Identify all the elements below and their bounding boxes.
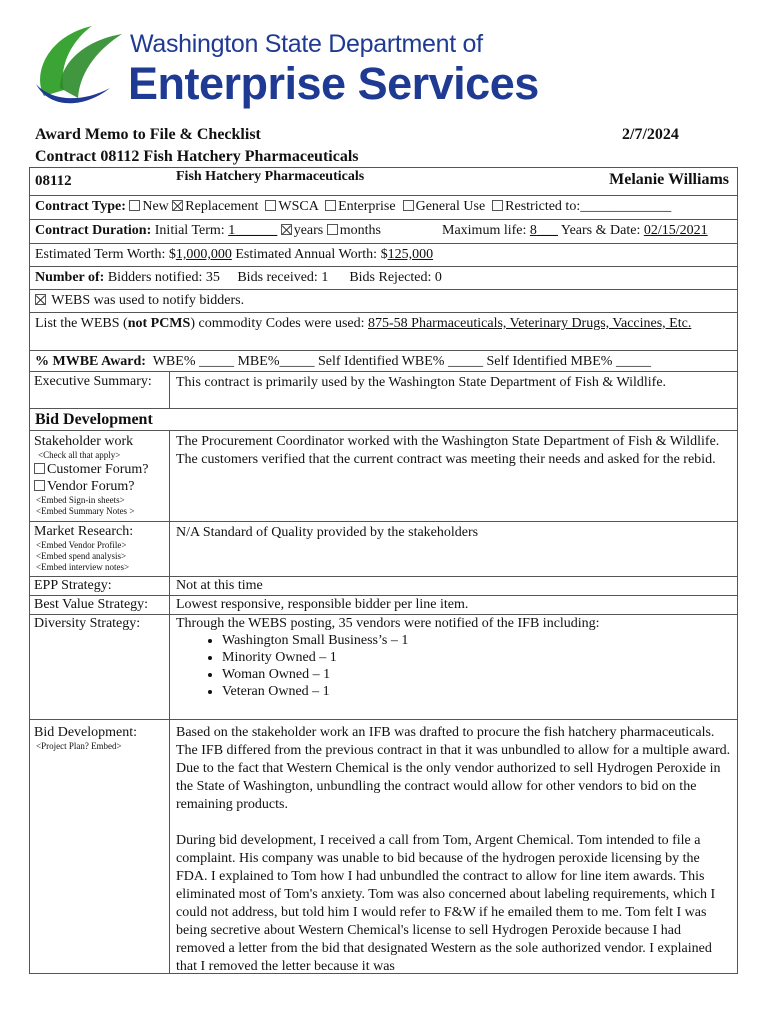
duration-row	[29, 219, 738, 243]
commodity-row	[29, 312, 738, 350]
restricted-checkbox[interactable]	[492, 200, 503, 211]
new-checkbox[interactable]	[129, 200, 140, 211]
bids-label: Number of:	[35, 270, 105, 285]
date-value: 02/15/2021	[643, 223, 708, 238]
market-research-label: Market Research:	[34, 524, 134, 539]
vendor-forum-label: Vendor Forum?	[47, 479, 135, 494]
memo-title: Award Memo to File & Checklist	[35, 126, 261, 143]
bid-development-heading: Bid Development	[29, 408, 738, 430]
commodity-suffix: ) commodity Codes were used:	[190, 316, 368, 331]
memo-date: 2/7/2024	[622, 126, 679, 143]
initial-term-label: Initial Term:	[154, 223, 225, 238]
mwbe-text: WBE% _____ MBE%_____ Self Identified WBE% _____ Self Identified MBE% _____	[152, 354, 651, 369]
new-label: New	[142, 199, 169, 214]
bids-received: Bids received: 1	[237, 270, 329, 285]
annual-worth-label: Estimated Annual Worth: $	[235, 247, 388, 262]
contract-line: Contract 08112 Fish Hatchery Pharmaceuticals	[35, 148, 359, 165]
stakeholder-row	[29, 430, 738, 521]
general-use-label: General Use	[415, 199, 486, 214]
embed-vendor-profile-note: <Embed Vendor Profile>	[36, 540, 127, 550]
bids-row	[29, 266, 738, 289]
customer-forum-label: Customer Forum?	[47, 462, 149, 477]
epp-label: EPP Strategy:	[30, 577, 170, 595]
bidders-notified: Bidders notified: 35	[107, 270, 220, 285]
restricted-label: Restricted to:_____________	[505, 199, 672, 214]
enterprise-label: Enterprise	[338, 199, 396, 214]
enterprise-checkbox[interactable]	[325, 200, 336, 211]
logo-line1: Washington State Department of	[130, 30, 483, 58]
best-value-text: Lowest responsive, responsible bidder per line item.	[176, 597, 469, 612]
commodity-codes: 875-58 Pharmaceuticals, Veterinary Drugs, Vaccines, Etc.	[368, 316, 692, 331]
bid-dev-label: Bid Development:	[34, 725, 138, 740]
contract-type-label: Contract Type:	[35, 199, 126, 214]
list-item: • Washington Small Business’s – 1	[222, 632, 731, 649]
market-research-text: N/A Standard of Quality provided by the stakeholders	[176, 525, 479, 540]
mwbe-label: % MWBE Award:	[35, 354, 146, 369]
contract-type-row	[29, 195, 738, 219]
webs-text: WEBS was used to notify bidders.	[51, 293, 245, 308]
list-item: • Woman Owned – 1	[222, 666, 731, 683]
exec-summary-label: Executive Summary:	[30, 372, 170, 408]
months-label: months	[339, 223, 381, 238]
stakeholder-text: The Procurement Coordinator worked with the Washington State Department of Fish & Wildlife. The customers verified that the current contract was meeting their needs and asked for the rebid.	[176, 434, 720, 467]
commodity-prefix: List the WEBS (	[35, 316, 128, 331]
bids-rejected: Bids Rejected: 0	[349, 270, 442, 285]
wsca-checkbox[interactable]	[265, 200, 276, 211]
embed-spend-note: <Embed spend analysis>	[36, 551, 127, 561]
annual-worth-value: 125,000	[387, 247, 434, 262]
term-worth-value: 1,000,000	[175, 247, 232, 262]
commodity-bold: not PCMS	[127, 316, 191, 331]
logo-line2: Enterprise Services	[128, 58, 539, 109]
diversity-label: Diversity Strategy:	[30, 615, 170, 719]
checklist-table	[29, 167, 738, 974]
webs-row	[29, 289, 738, 312]
webs-checkbox[interactable]	[35, 294, 46, 305]
author-name: Melanie Williams	[609, 171, 729, 188]
years-checkbox[interactable]	[281, 224, 292, 235]
wsca-label: WSCA	[278, 199, 319, 214]
duration-label: Contract Duration:	[35, 223, 152, 238]
project-plan-note: <Project Plan? Embed>	[36, 741, 122, 751]
embed-signin-note: <Embed Sign-in sheets>	[36, 495, 125, 505]
customer-forum-checkbox[interactable]	[34, 463, 45, 474]
max-life-value: 8___	[529, 223, 558, 238]
best-value-row	[29, 595, 738, 614]
market-research-row	[29, 521, 738, 576]
contract-name: Fish Hatchery Pharmaceuticals	[176, 169, 365, 184]
replacement-label: Replacement	[185, 199, 259, 214]
stakeholder-label: Stakeholder work	[34, 434, 134, 449]
agency-logo	[30, 18, 539, 110]
epp-row	[29, 576, 738, 595]
diversity-row	[29, 614, 738, 719]
contract-number: 08112	[35, 173, 72, 189]
exec-summary-row	[29, 371, 738, 408]
check-all-note: <Check all that apply>	[38, 450, 121, 460]
swoosh-icon	[30, 18, 130, 110]
months-checkbox[interactable]	[327, 224, 338, 235]
bid-dev-paragraph-1: Based on the stakeholder work an IFB was drafted to procure the fish hatchery pharmaceuticals. The IFB differed from the previous contract in that it was unbundled to allow for a multiple award. Due to the fact that Western Chemical is the only vendor authorized to sell Hydrogen Peroxide in the State of Washington, unbundling the contract would allow for other vendors to bid on the remaining products.	[176, 725, 731, 812]
general-use-checkbox[interactable]	[403, 200, 414, 211]
contract-header-row	[29, 167, 738, 195]
replacement-checkbox[interactable]	[172, 200, 183, 211]
vendor-forum-checkbox[interactable]	[34, 480, 45, 491]
worth-row	[29, 243, 738, 266]
initial-term-value: 1______	[228, 223, 278, 238]
embed-summary-note: <Embed Summary Notes >	[36, 506, 135, 516]
diversity-list	[176, 632, 731, 700]
bid-dev-paragraph-2: During bid development, I received a call from Tom, Argent Chemical. Tom intended to file a complaint. His company was unable to bid because of the hydrogen peroxide licensing by the FDA. I explained to Tom how I had unbundled the contract to allow for line item awards. This eliminated most of Tom's anxiety. Tom was also concerned about labeling requirements, which I could not address, but told him I would refer to F&W if he emailed them to me. Tom felt I was being secretive about Western Chemical's license to sell Hydrogen Peroxide because I had removed a letter from the bid that designated Western as the sole authorized vendor. I explained that I removed the letter because it was	[176, 833, 716, 973]
list-item: • Veteran Owned – 1	[222, 683, 731, 700]
mwbe-row	[29, 350, 738, 371]
term-worth-label: Estimated Term Worth: $	[35, 247, 176, 262]
list-item: • Minority Owned – 1	[222, 649, 731, 666]
embed-interview-note: <Embed interview notes>	[36, 562, 130, 572]
best-value-label: Best Value Strategy:	[30, 596, 170, 614]
max-life: Maximum life: 8___ Years & Date: 02/15/2021	[442, 223, 708, 238]
bid-dev-row	[29, 719, 738, 974]
years-label: years	[293, 223, 324, 238]
diversity-text: Through the WEBS posting, 35 vendors were notified of the IFB including:	[176, 616, 600, 631]
exec-summary-text: This contract is primarily used by the Washington State Department of Fish & Wildlife.	[176, 375, 667, 390]
epp-text: Not at this time	[176, 578, 263, 593]
